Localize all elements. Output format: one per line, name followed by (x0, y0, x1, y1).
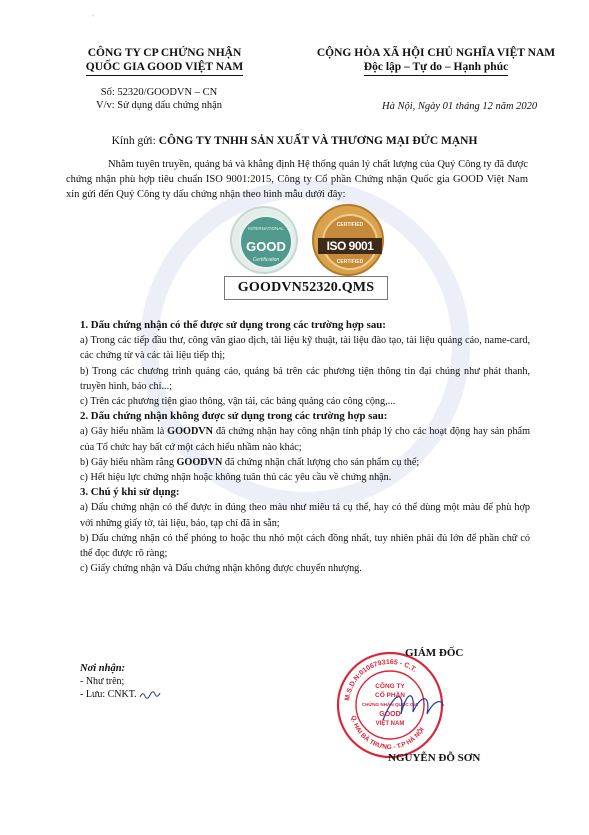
iso-seal-top: CERTIFIED (336, 222, 364, 228)
good-seal (230, 206, 298, 274)
good-seal-word: GOOD (246, 239, 286, 254)
stamp-line5: VIỆT NAM (375, 721, 405, 727)
company-stamp (335, 650, 445, 760)
section1-title: 1. Dấu chứng nhận có thể được sử dụng trong các trường hợp sau: (80, 319, 386, 331)
corner-mark: ` (92, 14, 95, 23)
certificate-code: GOODVN52320.QMS (224, 276, 388, 300)
section1-item-c: c) Trên các phương tiện giao thông, vận tải, các bảng quảng cáo công cộng,... (80, 396, 396, 408)
greeting (0, 135, 589, 147)
recipients-item-1: - Như trên; (80, 676, 125, 687)
iso-seal-bottom: CERTIFIED (336, 259, 364, 265)
section3-item-a: a) Dấu chứng nhận có thể được in đúng theo màu như miêu tả cụ thể, hay có thể dùng một màu để phù hợp với những giấy tờ, tài liệu, báo, tạp chí đã in sẵn; (80, 502, 530, 529)
document-date: Hà Nội, Ngày 01 tháng 12 năm 2020 (382, 101, 538, 112)
greeting-company: CÔNG TY TNHH SẢN XUẤT VÀ THƯƠNG MẠI ĐỨC MẠNH (158, 135, 478, 147)
section3-title: 3. Chú ý khi sử dụng: (80, 486, 180, 499)
org-line1: CÔNG TY CP CHỨNG NHẬN (87, 47, 242, 59)
stamp-ring-bottom: Q. HAI BÀ TRƯNG - T.P HÀ NỘI (349, 714, 426, 752)
reference-block (96, 86, 222, 112)
section2-item-c: c) Hết hiệu lực chứng nhận hoặc không tuân thủ các yêu cầu về chứng nhận. (80, 472, 392, 484)
ref-number: Số: 52320/GOODVN – CN (100, 87, 218, 98)
recipients-title: Nơi nhận: (80, 663, 126, 674)
signature-title: GIÁM ĐỐC (405, 647, 464, 659)
stamp-line3: CHỨNG NHẬN QUỐC GIA (361, 702, 419, 707)
stamp-line4: GOOD (379, 711, 401, 718)
good-seal-bottom: Certification (252, 257, 280, 263)
initials-scribble (139, 690, 161, 700)
section3-item-b: b) Dấu chứng nhận có thể phóng to hoặc thu nhỏ một cách đồng nhất, tuy nhiên phải đủ lớn để phần chữ có thể đọc được rõ ràng; (80, 532, 530, 560)
good-seal-top: INTERNATIONAL (248, 226, 284, 231)
section1-item-b: b) Trong các chương trình quảng cáo, quảng bá trên các phương tiện thông tin đại chúng như phát thanh, truyền hình, báo chí...; (80, 365, 530, 392)
signature-name: NGUYỄN ĐỖ SƠN (388, 752, 481, 764)
section3-item-c: c) Giấy chứng nhận và Dấu chứng nhận không được chuyển nhượng. (80, 563, 362, 575)
document-body (80, 318, 530, 576)
section2-item-b: b) Gây hiểu nhầm rằng GOODVN đã chứng nhận chất lượng cho sản phẩm cụ thể; (80, 456, 420, 468)
stamp-line1: CÔNG TY (375, 683, 405, 690)
ref-subject: V/v: Sử dụng dấu chứng nhận (96, 100, 222, 111)
section2-item-a: a) Gây hiểu nhầm là GOODVN đã chứng nhận hay công nhận tính pháp lý cho các hoạt động hay sản phẩm của Tổ chức hay bất cứ một cách hiểu nhầm nào khác; (80, 426, 530, 453)
section2-title: 2. Dấu chứng nhận không được sử dụng trong các trường hợp sau: (80, 410, 388, 423)
greeting-prefix: Kính gửi: (111, 135, 159, 147)
stamp-ring-top: M.S.D.N:0106793165 - C.T. (344, 658, 418, 702)
intro-paragraph: Nhằm tuyên truyền, quảng bá và khẳng định Hệ thống quản lý chất lượng của Quý Công ty đã được chứng nhận phù hợp tiêu chuẩn ISO 9001:2015, Công ty Cổ phần Chứng nhận Quốc gia GOOD Việt Nam xin gửi đến Quý Công ty dấu chứng nhận theo hình mẫu dưới đây: (66, 159, 528, 200)
org-header (62, 46, 267, 76)
nation-header (306, 46, 566, 76)
nation-line1: CỘNG HÒA XÃ HỘI CHỦ NGHĨA VIỆT NAM (316, 47, 556, 59)
stamp-line2: CỔ PHẦN (375, 692, 405, 699)
section1-item-a: a) Trong các tiếp đầu thư, công văn giao dịch, tài liệu kỹ thuật, tài liệu đào tạo, tài liệu quảng cáo, name-card, các chứng từ và các tài liệu tiếp thị; (80, 335, 530, 362)
org-line2: QUỐC GIA GOOD VIỆT NAM (86, 60, 243, 76)
recipients-item-2: - Lưu: CNKT. (80, 688, 161, 701)
iso-seal (312, 204, 384, 276)
iso-seal-word: ISO 9001 (318, 238, 382, 254)
recipients-block (80, 662, 161, 701)
nation-line2: Độc lập – Tự do – Hạnh phúc (364, 60, 508, 76)
